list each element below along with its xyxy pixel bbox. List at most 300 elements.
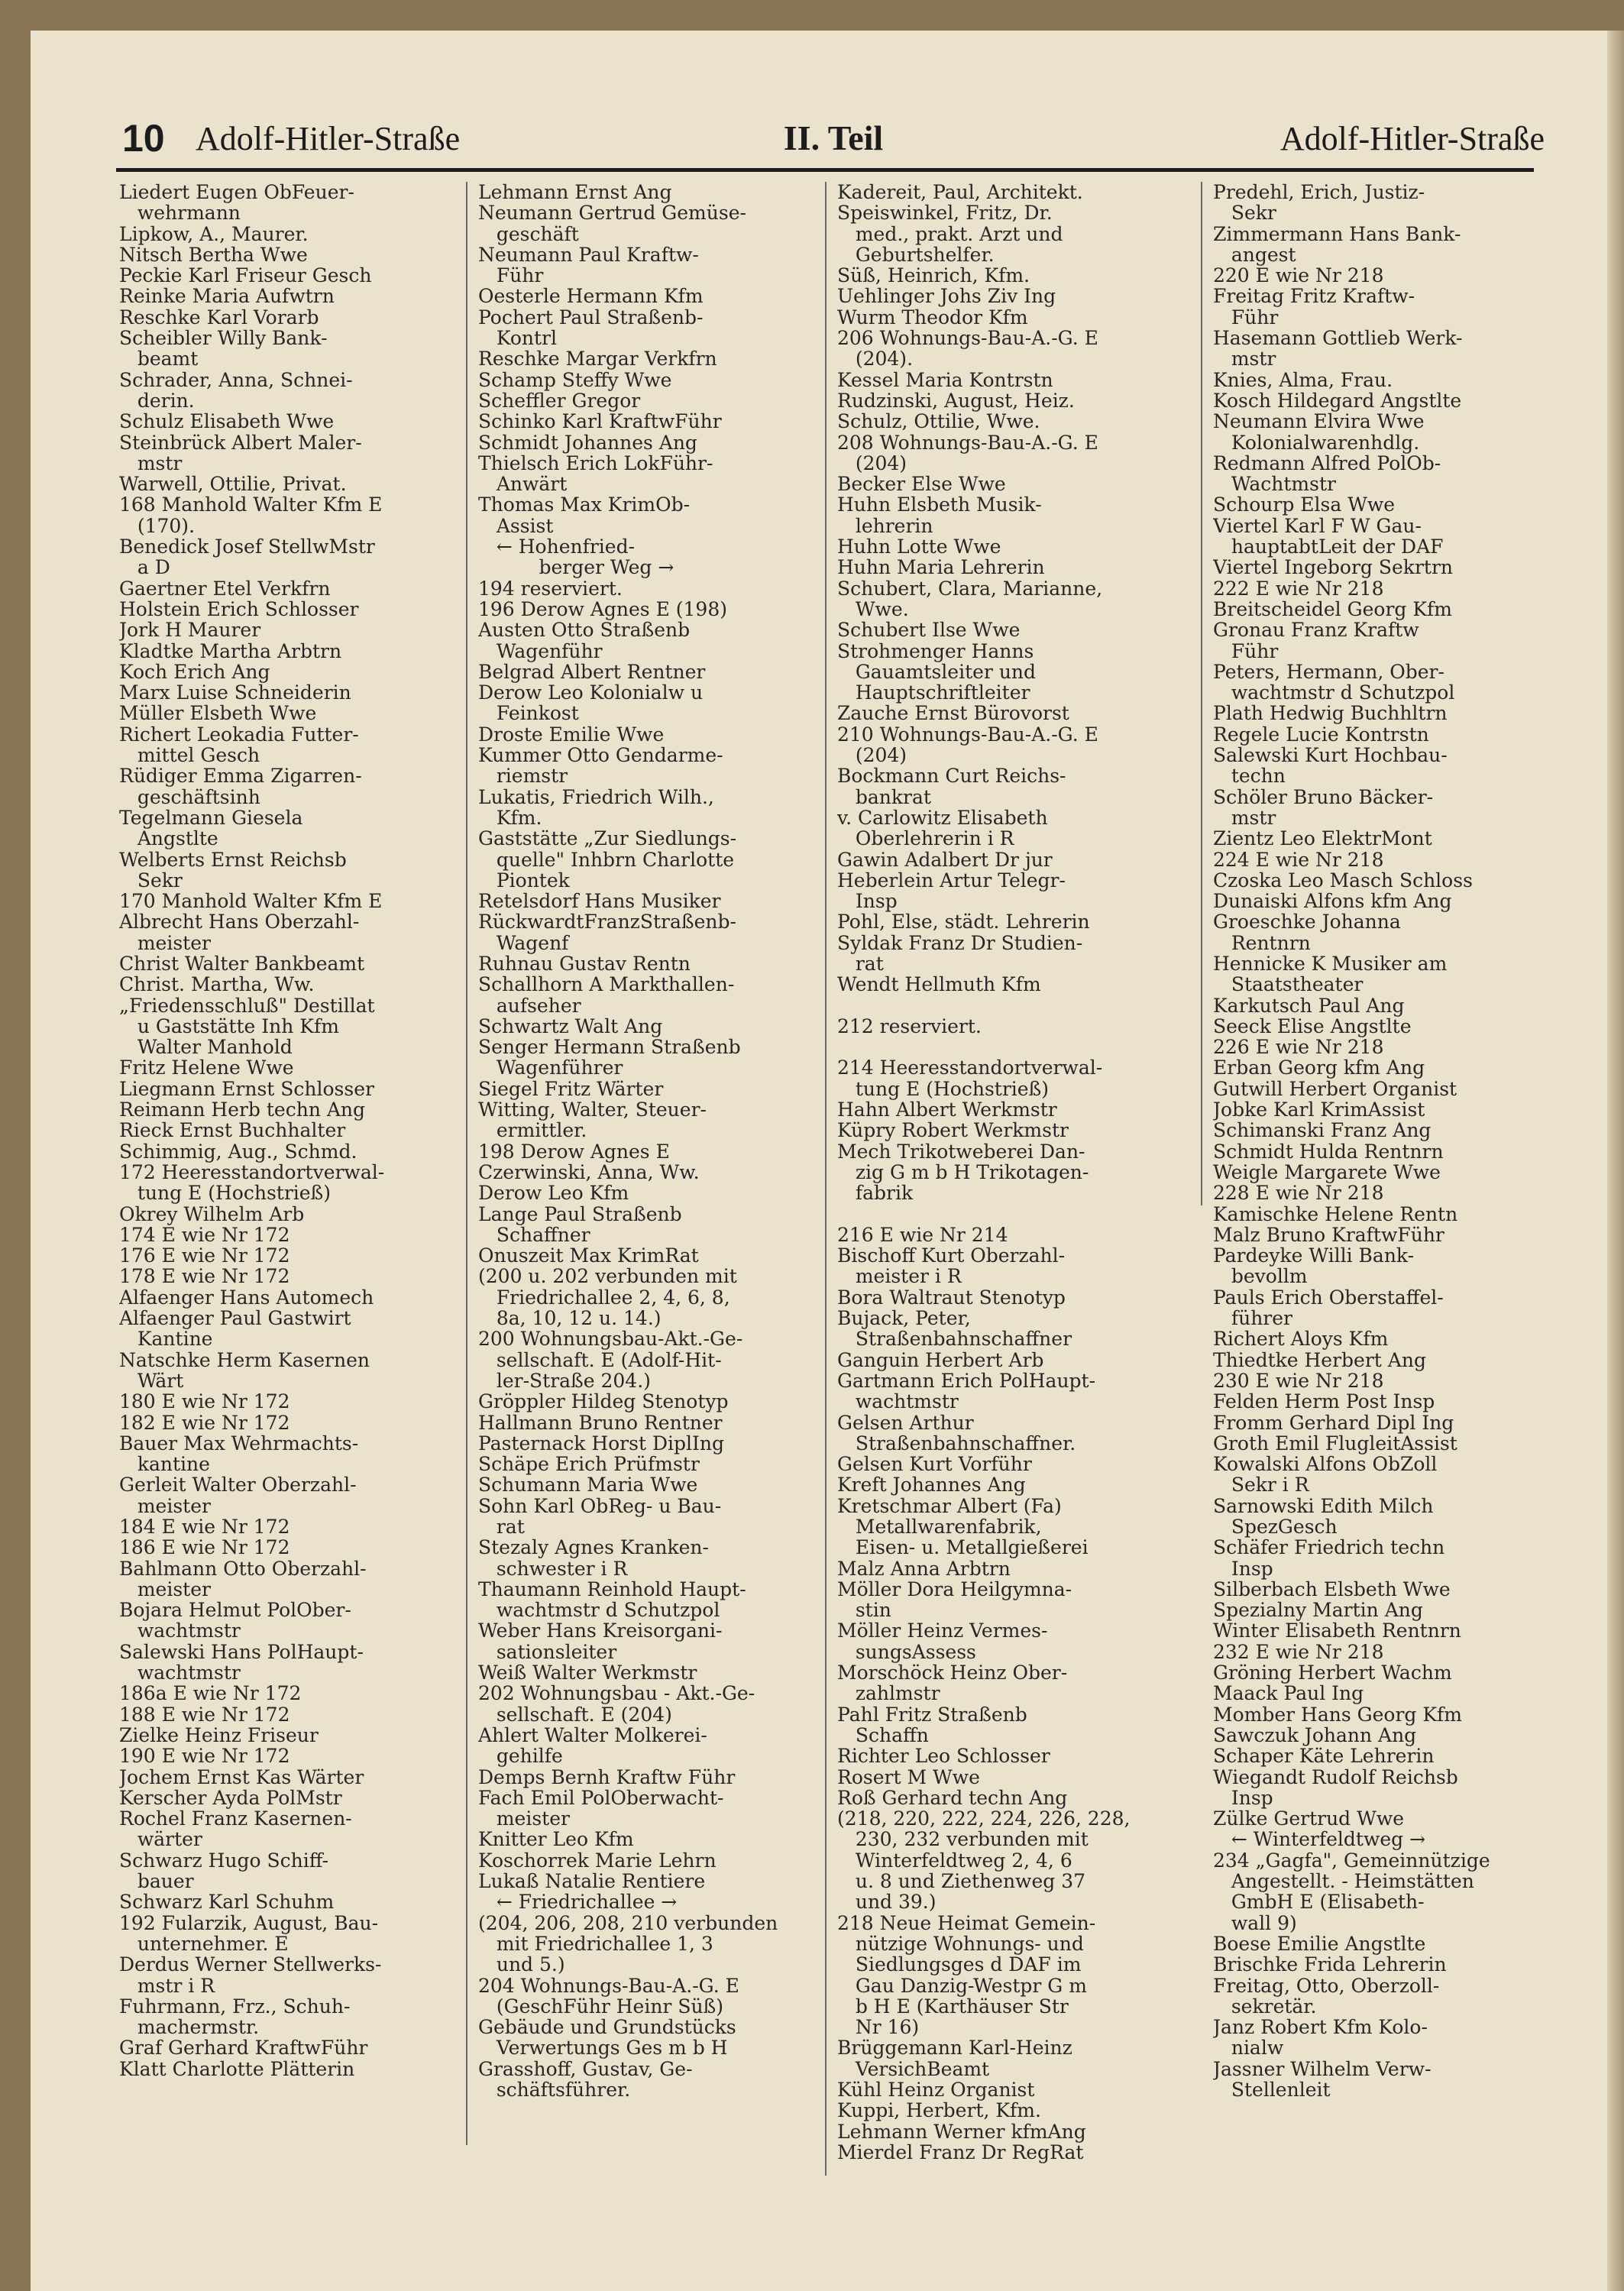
- directory-entry-line: Liegmann Ernst Schlosser: [119, 1077, 374, 1100]
- directory-entry-line: Führ: [478, 264, 544, 287]
- directory-entry-line: Wurm Theodor Kfm: [837, 306, 1028, 328]
- page-header: [122, 116, 1545, 170]
- directory-entry-line: Küpry Robert Werkmstr: [837, 1119, 1069, 1142]
- directory-entry-line: Lipkow, A., Maurer.: [119, 222, 309, 245]
- directory-entry-line: (204): [837, 451, 907, 474]
- directory-entry-line: 180 E wie Nr 172: [119, 1390, 290, 1413]
- directory-entry-line: 202 Wohnungsbau - Akt.-Ge-: [478, 1682, 755, 1705]
- directory-entry-line: Ahlert Walter Molkerei-: [478, 1723, 707, 1746]
- directory-entry-line: schäftsführer.: [478, 2079, 631, 2102]
- directory-entry-line: Lukatis, Friedrich Wilh.,: [478, 785, 714, 808]
- directory-entry-line: mstr: [1213, 806, 1276, 829]
- directory-entry-line: Sekr: [119, 869, 183, 891]
- directory-entry-line: Schulz, Ottilie, Wwe.: [837, 410, 1040, 433]
- directory-entry-line: (204): [837, 744, 907, 767]
- directory-entry-line: riemstr: [478, 765, 568, 788]
- directory-entry-line: ← Hohenfried-: [478, 536, 636, 558]
- directory-entry-line: Kfm.: [478, 806, 542, 829]
- directory-entry-line: tung E (Hochstrieß): [119, 1182, 332, 1205]
- directory-entry-line: Felden Herm Post Insp: [1213, 1390, 1435, 1413]
- directory-entry-line: Maack Paul Ing: [1213, 1682, 1364, 1705]
- directory-entry-line: Führ: [1213, 306, 1279, 328]
- directory-entry-line: 196 Derow Agnes E (198): [478, 597, 728, 620]
- directory-entry-line: Viertel Ingeborg Sekrtrn: [1213, 556, 1453, 579]
- directory-entry-line: Schimmig, Aug., Schmd.: [119, 1140, 357, 1163]
- directory-entry-line: sationsleiter: [478, 1640, 617, 1663]
- directory-entry-line: Eisen- u. Metallgießerei: [837, 1536, 1089, 1559]
- directory-entry-line: Angstlte: [119, 827, 218, 850]
- directory-entry-line: rat: [478, 1516, 525, 1538]
- directory-entry-line: 212 reserviert.: [837, 1014, 982, 1037]
- directory-entry-line: Kadereit, Paul, Architekt.: [837, 182, 1083, 203]
- directory-entry-line: 194 reserviert.: [478, 577, 623, 600]
- directory-entry-line: quelle" Inhbrn Charlotte: [478, 848, 735, 871]
- directory-entry-line: 200 Wohnungsbau-Akt.-Ge-: [478, 1328, 743, 1351]
- directory-entry-line: Redmann Alfred PolOb-: [1213, 451, 1441, 474]
- directory-entry-line: Assist: [478, 514, 554, 537]
- directory-entry-line: Richert Aloys Kfm: [1213, 1328, 1389, 1351]
- directory-entry-line: Derdus Werner Stellwerks-: [119, 1953, 382, 1976]
- directory-entry-line: angest: [1213, 243, 1296, 266]
- directory-entry-line: Geburtshelfer.: [837, 243, 995, 266]
- directory-entry-line: (170).: [119, 514, 196, 537]
- directory-entry-line: Wagenf: [478, 931, 569, 954]
- directory-entry-line: Huhn Elsbeth Musik-: [837, 493, 1042, 516]
- directory-entry-line: Kosch Hildegard Angstlte: [1213, 389, 1462, 412]
- directory-entry-line: b H E (Karthäuser Str: [837, 1995, 1069, 2018]
- directory-entry-line: Stezaly Agnes Kranken-: [478, 1536, 709, 1559]
- directory-entry-line: Groth Emil FlugleitAssist: [1213, 1432, 1457, 1455]
- directory-entry-line: Feinkost: [478, 702, 579, 725]
- directory-entry-line: mstr i R: [119, 1974, 215, 1997]
- directory-entry-line: Nitsch Bertha Wwe: [119, 243, 308, 266]
- directory-entry-line: Rieck Ernst Buchhalter: [119, 1119, 346, 1142]
- directory-entry-line: [837, 1037, 1196, 1057]
- directory-entry-line: 178 E wie Nr 172: [119, 1265, 290, 1288]
- directory-entry-line: Karkutsch Paul Ang: [1213, 994, 1405, 1017]
- directory-entry-line: 210 Wohnungs-Bau-A.-G. E: [837, 723, 1098, 746]
- directory-entry-line: 168 Manhold Walter Kfm E: [119, 493, 383, 516]
- directory-entry-line: Thomas Max KrimOb-: [478, 493, 691, 516]
- directory-entry-line: Jobke Karl KrimAssist: [1213, 1099, 1425, 1121]
- directory-entry-line: Pauls Erich Oberstaffel-: [1213, 1286, 1444, 1309]
- directory-entry-line: Wendt Hellmuth Kfm: [837, 973, 1041, 996]
- directory-entry-line: 182 E wie Nr 172: [119, 1411, 290, 1434]
- directory-entry-line: Benedick Josef StellwMstr: [119, 536, 375, 558]
- directory-entry-line: Weiß Walter Werkmstr: [478, 1662, 697, 1684]
- directory-entry-line: geschäftsinh: [119, 785, 260, 808]
- directory-entry-line: techn: [1213, 765, 1286, 788]
- directory-entry-line: zahlmstr: [837, 1682, 940, 1705]
- directory-entry-line: derin.: [119, 389, 195, 412]
- directory-entry-line: Möller Heinz Vermes-: [837, 1620, 1048, 1642]
- directory-entry-line: Wagenführer: [478, 1057, 623, 1079]
- directory-entry-line: Pardeyke Willi Bank-: [1213, 1244, 1415, 1267]
- directory-entry-line: Anwärt: [478, 473, 568, 496]
- directory-entry-line: zig G m b H Trikotagen-: [837, 1160, 1089, 1183]
- directory-entry-line: Winterfeldtweg 2, 4, 6: [837, 1849, 1072, 1872]
- directory-entry-line: ler-Straße 204.): [478, 1369, 651, 1392]
- directory-entry-line: RückwardtFranzStraßenb-: [478, 911, 736, 934]
- directory-entry-line: „Friedensschluß" Destillat: [119, 994, 375, 1017]
- directory-entry-line: Reinke Maria Aufwtrn: [119, 285, 335, 308]
- directory-entry-line: Schmidt Johannes Ang: [478, 431, 697, 454]
- directory-entry-line: Alfaenger Paul Gastwirt: [119, 1307, 351, 1330]
- directory-entry-line: Rüdiger Emma Zigarren-: [119, 765, 362, 788]
- directory-entry-line: mstr: [1213, 348, 1276, 371]
- directory-entry-line: Gröning Herbert Wachm: [1213, 1662, 1452, 1684]
- directory-entry-line: Marx Luise Schneiderin: [119, 681, 351, 704]
- directory-entry-line: Winter Elisabeth Rentnrn: [1213, 1620, 1461, 1642]
- directory-entry-line: Pahl Fritz Straßenb: [837, 1703, 1027, 1726]
- directory-entry-line: Holstein Erich Schlosser: [119, 597, 359, 620]
- directory-entry-line: Reschke Karl Vorarb: [119, 306, 319, 328]
- directory-entry-line: wehrmann: [119, 202, 241, 225]
- directory-entry-line: v. Carlowitz Elisabeth: [837, 806, 1048, 829]
- directory-entry-line: Insp: [837, 890, 898, 913]
- directory-entry-line: Reimann Herb techn Ang: [119, 1099, 366, 1121]
- directory-entry-line: 218 Neue Heimat Gemein-: [837, 1911, 1096, 1934]
- directory-entry-line: wachtmstr: [119, 1662, 241, 1684]
- directory-entry-line: 8a, 10, 12 u. 14.): [478, 1307, 662, 1330]
- directory-entry-line: mstr: [119, 451, 183, 474]
- directory-entry-line: Bockmann Curt Reichs-: [837, 765, 1066, 788]
- directory-entry-line: Neumann Gertrud Gemüse-: [478, 202, 746, 225]
- directory-entry-line: wachtmstr d Schutzpol: [1213, 681, 1455, 704]
- directory-entry-line: mittel Gesch: [119, 744, 260, 767]
- directory-entry-line: Rudzinski, August, Heiz.: [837, 389, 1075, 412]
- directory-column-1: [119, 182, 460, 2244]
- directory-entry-line: Schaffn: [837, 1723, 929, 1746]
- directory-entry-line: Schulz Elisabeth Wwe: [119, 410, 335, 433]
- directory-entry-line: Schinko Karl KraftwFühr: [478, 410, 722, 433]
- directory-entry-line: wachtmstr: [837, 1390, 959, 1413]
- directory-entry-line: Huhn Lotte Wwe: [837, 536, 1001, 558]
- directory-entry-line: Freitag Fritz Kraftw-: [1213, 285, 1415, 308]
- directory-entry-line: Nr 16): [837, 2016, 920, 2039]
- directory-entry-line: 190 E wie Nr 172: [119, 1745, 290, 1768]
- directory-entry-line: Straßenbahnschaffner.: [837, 1432, 1076, 1455]
- directory-entry-line: Droste Emilie Wwe: [478, 723, 665, 746]
- directory-entry-line: meister i R: [837, 1265, 962, 1288]
- directory-entry-line: Brüggemann Karl-Heinz: [837, 2037, 1072, 2060]
- directory-entry-line: Gaertner Etel Verkfrn: [119, 577, 331, 600]
- directory-entry-line: Schöler Bruno Bäcker-: [1213, 785, 1434, 808]
- directory-entry-line: Jork H Maurer: [119, 619, 261, 642]
- directory-entry-line: führer: [1213, 1307, 1292, 1330]
- directory-entry-line: 224 E wie Nr 218: [1213, 848, 1384, 871]
- directory-entry-line: Silberbach Elsbeth Wwe: [1213, 1577, 1451, 1600]
- directory-entry-line: Schwarz Hugo Schiff-: [119, 1849, 329, 1872]
- directory-entry-line: Plath Hedwig Buchhltrn: [1213, 702, 1448, 725]
- directory-entry-line: 206 Wohnungs-Bau-A.-G. E: [837, 327, 1098, 350]
- column-divider: [1201, 182, 1202, 1205]
- directory-entry-line: Peckie Karl Friseur Gesch: [119, 264, 372, 287]
- directory-entry-line: Wachtmstr: [1213, 473, 1336, 496]
- directory-entry-line: Erban Georg kfm Ang: [1213, 1057, 1425, 1079]
- directory-entry-line: Strohmenger Hanns: [837, 639, 1034, 662]
- directory-entry-line: Morschöck Heinz Ober-: [837, 1662, 1068, 1684]
- directory-entry-line: Kerscher Ayda PolMstr: [119, 1786, 342, 1809]
- directory-entry-line: Verwertungs Ges m b H: [478, 2037, 728, 2060]
- directory-entry-line: Schäfer Friedrich techn: [1213, 1536, 1445, 1559]
- directory-entry-line: Malz Bruno KraftwFühr: [1213, 1223, 1444, 1246]
- directory-entry-line: Gaststätte „Zur Siedlungs-: [478, 827, 737, 850]
- directory-entry-line: Gawin Adalbert Dr jur: [837, 848, 1053, 871]
- directory-entry-line: meister: [119, 931, 211, 954]
- running-head-right: Adolf-Hitler-Straße: [1279, 120, 1545, 157]
- directory-entry-line: Gelsen Kurt Vorführ: [837, 1453, 1032, 1476]
- directory-entry-line: nialw: [1213, 2037, 1284, 2060]
- directory-entry-line: Insp: [1213, 1786, 1273, 1809]
- directory-entry-line: Dunaiski Alfons kfm Ang: [1213, 890, 1452, 913]
- directory-entry-line: beamt: [119, 348, 199, 371]
- directory-entry-line: sellschaft. E (204): [478, 1703, 672, 1726]
- directory-entry-line: Thielsch Erich LokFühr-: [478, 451, 713, 474]
- directory-entry-line: Sohn Karl ObReg- u Bau-: [478, 1494, 722, 1517]
- directory-entry-line: Czoska Leo Masch Schloss: [1213, 869, 1473, 891]
- directory-entry-line: Peters, Hermann, Ober-: [1213, 660, 1444, 683]
- directory-entry-line: Kantine: [119, 1328, 213, 1351]
- directory-entry-line: Schrader, Anna, Schnei-: [119, 368, 353, 391]
- directory-entry-line: 172 Heeresstandortverwal-: [119, 1160, 385, 1183]
- directory-entry-line: Kontrl: [478, 327, 557, 350]
- directory-entry-line: unternehmer. E: [119, 1932, 289, 1955]
- directory-entry-line: Malz Anna Arbtrn: [837, 1557, 1011, 1580]
- directory-entry-line: Gronau Franz Kraftw: [1213, 619, 1419, 642]
- directory-entry-line: Salewski Hans PolHaupt-: [119, 1640, 364, 1663]
- directory-entry-line: Bojara Helmut PolOber-: [119, 1599, 351, 1622]
- directory-entry-line: Alfaenger Hans Automech: [119, 1286, 374, 1309]
- directory-entry-line: 214 Heeresstandortverwal-: [837, 1057, 1103, 1079]
- directory-entry-line: 234 „Gagfa", Gemeinnützige: [1213, 1849, 1490, 1872]
- directory-entry-line: Müller Elsbeth Wwe: [119, 702, 317, 725]
- directory-entry-line: Schwarz Karl Schuhm: [119, 1891, 335, 1914]
- directory-entry-line: Schamp Steffy Wwe: [478, 368, 672, 391]
- directory-entry-line: schwester i R: [478, 1557, 628, 1580]
- directory-entry-line: a D: [119, 556, 170, 579]
- directory-entry-line: meister: [119, 1494, 211, 1517]
- directory-entry-line: Schubert Ilse Wwe: [837, 619, 1021, 642]
- directory-entry-line: Onuszeit Max KrimRat: [478, 1244, 699, 1267]
- directory-entry-line: Hahn Albert Werkmstr: [837, 1099, 1057, 1121]
- directory-entry-line: Sekr i R: [1213, 1474, 1309, 1497]
- directory-entry-line: Speiswinkel, Fritz, Dr.: [837, 202, 1053, 225]
- directory-column-2: [478, 182, 823, 2244]
- directory-entry-line: Fach Emil PolOberwacht-: [478, 1786, 724, 1809]
- directory-entry-line: Sarnowski Edith Milch: [1213, 1494, 1434, 1517]
- directory-entry-line: Scheffler Gregor: [478, 389, 641, 412]
- directory-entry-line: Koschorrek Marie Lehrn: [478, 1849, 717, 1872]
- directory-entry-line: Bischoff Kurt Oberzahl-: [837, 1244, 1066, 1267]
- part-title: II. Teil: [783, 118, 884, 157]
- directory-entry-line: Witting, Walter, Steuer-: [478, 1099, 707, 1121]
- directory-entry-line: 204 Wohnungs-Bau-A.-G. E: [478, 1974, 739, 1997]
- directory-entry-line: Zülke Gertrud Wwe: [1213, 1807, 1405, 1830]
- directory-entry-line: SpezGesch: [1213, 1516, 1338, 1538]
- directory-entry-line: Hasemann Gottlieb Werk-: [1213, 327, 1463, 350]
- directory-entry-line: tung E (Hochstrieß): [837, 1077, 1050, 1100]
- directory-entry-line: 184 E wie Nr 172: [119, 1516, 290, 1538]
- directory-entry-line: meister: [119, 1577, 211, 1600]
- directory-entry-line: Siedlungsges d DAF im: [837, 1953, 1082, 1976]
- directory-entry-line: Pasternack Horst DiplIng: [478, 1432, 724, 1455]
- directory-entry-line: (204, 206, 208, 210 verbunden: [478, 1911, 778, 1934]
- directory-entry-line: Austen Otto Straßenb: [478, 619, 691, 642]
- directory-entry-line: med., prakt. Arzt und: [837, 222, 1063, 245]
- directory-entry-line: Süß, Heinrich, Kfm.: [837, 264, 1030, 287]
- directory-entry-line: (218, 220, 222, 224, 226, 228,: [837, 1807, 1131, 1830]
- directory-entry-line: Schimanski Franz Ang: [1213, 1119, 1432, 1142]
- directory-entry-line: nützige Wohnungs- und: [837, 1932, 1084, 1955]
- directory-entry-line: sekretär.: [1213, 1995, 1317, 2018]
- directory-entry-line: 222 E wie Nr 218: [1213, 577, 1384, 600]
- directory-entry-line: und 39.): [837, 1891, 937, 1914]
- directory-entry-line: Steinbrück Albert Maler-: [119, 431, 362, 454]
- directory-entry-line: Zimmermann Hans Bank-: [1213, 222, 1461, 245]
- directory-entry-line: Derow Leo Kfm: [478, 1182, 629, 1205]
- directory-entry-line: 226 E wie Nr 218: [1213, 1036, 1384, 1059]
- directory-entry-line: wall 9): [1213, 1911, 1297, 1934]
- directory-entry-line: Gauamtsleiter und: [837, 660, 1037, 683]
- directory-entry-line: u. 8 und Ziethenweg 37: [837, 1870, 1085, 1893]
- directory-entry-line: Uehlinger Johs Ziv Ing: [837, 285, 1056, 308]
- directory-entry-line: bankrat: [837, 785, 931, 808]
- directory-entry-line: Weigle Margarete Wwe: [1213, 1160, 1441, 1183]
- directory-entry-line: Spezialny Martin Ang: [1213, 1599, 1423, 1622]
- directory-entry-line: 230, 232 verbunden mit: [837, 1828, 1089, 1851]
- directory-entry-line: Richert Leokadia Futter-: [119, 723, 359, 746]
- directory-entry-line: 188 E wie Nr 172: [119, 1703, 290, 1726]
- directory-entry-line: Staatstheater: [1213, 973, 1364, 996]
- directory-entry-line: Insp: [1213, 1557, 1273, 1580]
- directory-entry-line: 186a E wie Nr 172: [119, 1682, 302, 1705]
- directory-entry-line: 198 Derow Agnes E: [478, 1140, 670, 1163]
- directory-entry-line: gehilfe: [478, 1745, 563, 1768]
- directory-entry-line: Friedrichallee 2, 4, 6, 8,: [478, 1286, 730, 1309]
- directory-entry-line: Grasshoff, Gustav, Ge-: [478, 2057, 693, 2080]
- directory-entry-line: Schaper Käte Lehrerin: [1213, 1745, 1435, 1768]
- directory-entry-line: 208 Wohnungs-Bau-A.-G. E: [837, 431, 1098, 454]
- directory-entry-line: Derow Leo Kolonialw u: [478, 681, 704, 704]
- directory-entry-line: Schaffner: [478, 1223, 590, 1246]
- directory-entry-line: Kowalski Alfons ObZoll: [1213, 1453, 1438, 1476]
- directory-entry-line: Christ. Martha, Ww.: [119, 973, 315, 996]
- directory-entry-line: Walter Manhold: [119, 1036, 293, 1059]
- directory-entry-line: 176 E wie Nr 172: [119, 1244, 290, 1267]
- directory-entry-line: Piontek: [478, 869, 570, 891]
- directory-entry-line: Warwell, Ottilie, Privat.: [119, 473, 347, 496]
- directory-entry-line: 174 E wie Nr 172: [119, 1223, 290, 1246]
- directory-entry-line: Rosert M Wwe: [837, 1765, 980, 1788]
- directory-entry-line: Kuppi, Herbert, Kfm.: [837, 2099, 1041, 2122]
- directory-entry-line: Kummer Otto Gendarme-: [478, 744, 723, 767]
- directory-entry-line: mit Friedrichallee 1, 3: [478, 1932, 713, 1955]
- directory-entry-line: Koch Erich Ang: [119, 660, 270, 683]
- directory-entry-line: machermstr.: [119, 2016, 260, 2039]
- directory-entry-line: Führ: [1213, 639, 1279, 662]
- directory-entry-line: Gau Danzig-Westpr G m: [837, 1974, 1087, 1997]
- directory-entry-line: Senger Hermann Straßenb: [478, 1036, 741, 1059]
- directory-entry-line: Bauer Max Wehrmachts-: [119, 1432, 359, 1455]
- directory-entry-line: Gutwill Herbert Organist: [1213, 1077, 1457, 1100]
- directory-entry-line: Lehmann Ernst Ang: [478, 182, 672, 203]
- directory-entry-line: VersichBeamt: [837, 2057, 990, 2080]
- directory-entry-line: Pohl, Else, städt. Lehrerin: [837, 911, 1090, 934]
- directory-entry-line: Kolonialwarenhdlg.: [1213, 431, 1420, 454]
- header-rule: [116, 168, 1534, 172]
- directory-entry-line: Kretschmar Albert (Fa): [837, 1494, 1062, 1517]
- directory-entry-line: Okrey Wilhelm Arb: [119, 1202, 305, 1225]
- directory-entry-line: Zielke Heinz Friseur: [119, 1723, 319, 1746]
- directory-entry-line: Sekr: [1213, 202, 1276, 225]
- directory-entry-line: Schwartz Walt Ang: [478, 1014, 663, 1037]
- directory-entry-line: Viertel Karl F W Gau-: [1213, 514, 1422, 537]
- directory-entry-line: Kühl Heinz Organist: [837, 2079, 1035, 2102]
- directory-entry-line: Freitag, Otto, Oberzoll-: [1213, 1974, 1440, 1997]
- directory-entry-line: Stellenleit: [1213, 2079, 1331, 2102]
- directory-entry-line: Demps Bernh Kraftw Führ: [478, 1765, 736, 1788]
- directory-entry-line: Zauche Ernst Bürovorst: [837, 702, 1069, 725]
- directory-entry-line: Scheibler Willy Bank-: [119, 327, 328, 350]
- directory-entry-line: berger Weg →: [478, 556, 675, 579]
- directory-entry-line: Graf Gerhard KraftwFühr: [119, 2037, 368, 2060]
- directory-entry-line: Angestellt. - Heimstätten: [1213, 1870, 1474, 1893]
- directory-entry-line: Christ Walter Bankbeamt: [119, 952, 365, 975]
- directory-entry-line: (GeschFühr Heinr Süß): [478, 1995, 724, 2018]
- directory-entry-line: Knies, Alma, Frau.: [1213, 368, 1393, 391]
- directory-entry-line: Janz Robert Kfm Kolo-: [1213, 2016, 1428, 2039]
- directory-entry-line: Lange Paul Straßenb: [478, 1202, 682, 1225]
- directory-entry-line: Schmidt Hulda Rentnrn: [1213, 1140, 1444, 1163]
- directory-entry-line: Kessel Maria Kontrstn: [837, 368, 1053, 391]
- directory-entry-line: Richter Leo Schlosser: [837, 1745, 1050, 1768]
- column-divider: [466, 182, 467, 2145]
- directory-entry-line: 170 Manhold Walter Kfm E: [119, 890, 383, 913]
- directory-entry-line: Predehl, Erich, Justiz-: [1213, 182, 1425, 203]
- directory-entry-line: Ruhnau Gustav Rentn: [478, 952, 691, 975]
- directory-entry-line: Fromm Gerhard Dipl Ing: [1213, 1411, 1454, 1434]
- directory-entry-line: Salewski Kurt Hochbau-: [1213, 744, 1448, 767]
- directory-entry-line: Seeck Elise Angstlte: [1213, 1014, 1412, 1037]
- directory-entry-line: Mierdel Franz Dr RegRat: [837, 2141, 1084, 2163]
- directory-entry-line: Knitter Leo Kfm: [478, 1828, 634, 1851]
- directory-entry-line: Boese Emilie Angstlte: [1213, 1932, 1426, 1955]
- directory-entry-line: Siegel Fritz Wärter: [478, 1077, 664, 1100]
- directory-entry-line: lehrerin: [837, 514, 933, 537]
- directory-entry-line: Natschke Herm Kasernen: [119, 1348, 370, 1371]
- directory-entry-line: GmbH E (Elisabeth-: [1213, 1891, 1425, 1914]
- directory-entry-line: ermittler.: [478, 1119, 587, 1142]
- directory-entry-line: Schourp Elsa Wwe: [1213, 493, 1396, 516]
- directory-entry-line: bevollm: [1213, 1265, 1308, 1288]
- directory-entry-line: Möller Dora Heilgymna-: [837, 1577, 1072, 1600]
- directory-entry-line: Reschke Margar Verkfrn: [478, 348, 717, 371]
- directory-entry-line: 228 E wie Nr 218: [1213, 1182, 1384, 1205]
- directory-entry-line: sellschaft. E (Adolf-Hit-: [478, 1348, 722, 1371]
- directory-entry-line: Hallmann Bruno Rentner: [478, 1411, 723, 1434]
- directory-entry-line: Pochert Paul Straßenb-: [478, 306, 704, 328]
- directory-entry-line: Gartmann Erich PolHaupt-: [837, 1369, 1096, 1392]
- directory-entry-line: Schubert, Clara, Marianne,: [837, 577, 1103, 600]
- directory-entry-line: Bujack, Peter,: [837, 1307, 971, 1330]
- directory-entry-line: Wiegandt Rudolf Reichsb: [1213, 1765, 1458, 1788]
- directory-entry-line: (204).: [837, 348, 914, 371]
- page-number: 10: [122, 117, 165, 160]
- directory-entry-line: Fuhrmann, Frz., Schuh-: [119, 1995, 351, 2018]
- directory-entry-line: Becker Else Wwe: [837, 473, 1006, 496]
- directory-entry-line: kantine: [119, 1453, 210, 1476]
